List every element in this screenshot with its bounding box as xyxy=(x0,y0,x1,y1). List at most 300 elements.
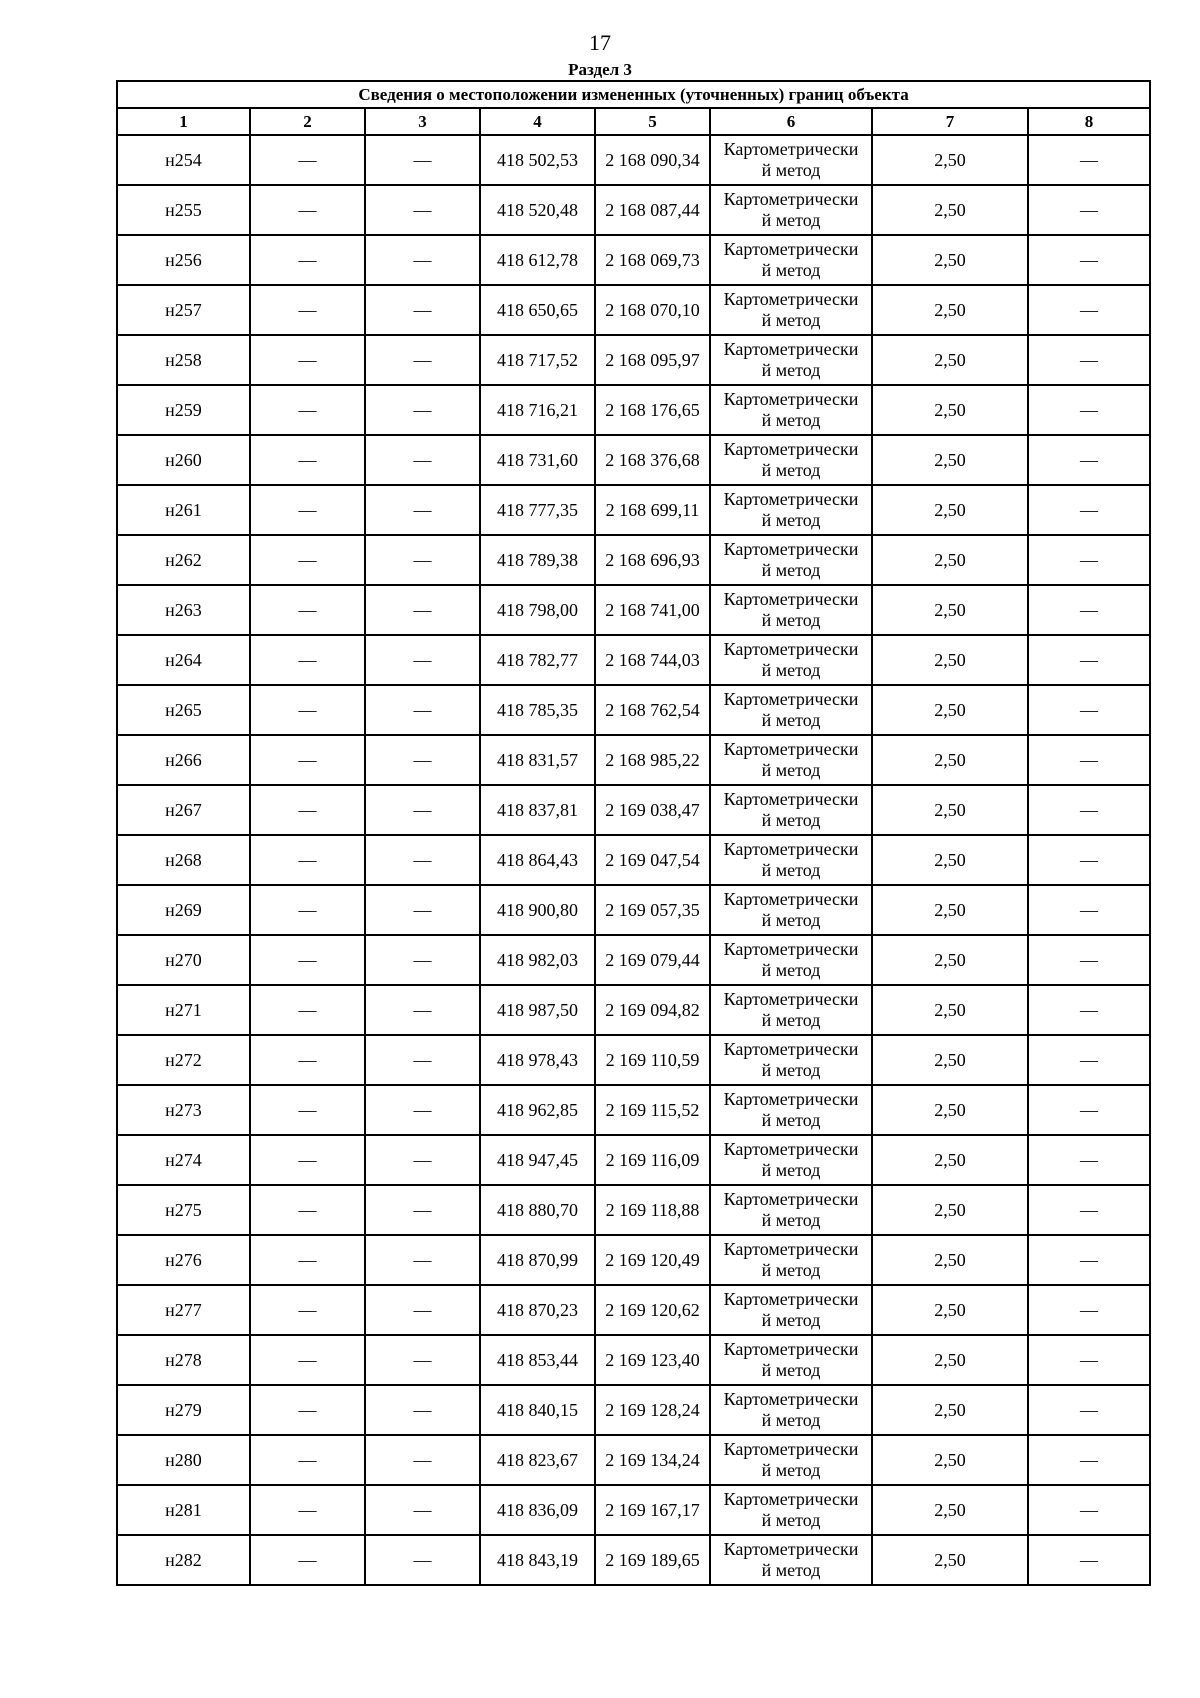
column-2-cell: — xyxy=(250,835,365,885)
table-body xyxy=(117,135,1150,1585)
y-coordinate-cell: 2 169 110,59 xyxy=(595,1035,710,1085)
column-number-6: 6 xyxy=(710,108,872,135)
column-8-cell: — xyxy=(1028,1235,1150,1285)
column-number-5: 5 xyxy=(595,108,710,135)
method-line-1: Картометрически xyxy=(723,339,859,359)
method-line-2: й метод xyxy=(761,1360,821,1380)
column-8-cell: — xyxy=(1028,635,1150,685)
method-cell xyxy=(710,1185,872,1235)
accuracy-cell: 2,50 xyxy=(872,285,1028,335)
accuracy-cell: 2,50 xyxy=(872,1435,1028,1485)
column-2-cell: — xyxy=(250,1085,365,1135)
method-line-1: Картометрически xyxy=(723,1489,859,1509)
x-coordinate-cell: 418 782,77 xyxy=(480,635,595,685)
point-name-cell: н264 xyxy=(117,635,250,685)
column-2-cell: — xyxy=(250,1035,365,1085)
point-name-cell: н263 xyxy=(117,585,250,635)
column-2-cell: — xyxy=(250,785,365,835)
column-8-cell: — xyxy=(1028,735,1150,785)
y-coordinate-cell: 2 169 120,62 xyxy=(595,1285,710,1335)
y-coordinate-cell: 2 168 744,03 xyxy=(595,635,710,685)
column-3-cell: — xyxy=(365,1435,480,1485)
column-2-cell: — xyxy=(250,1185,365,1235)
column-8-cell: — xyxy=(1028,1435,1150,1485)
point-name-cell: н257 xyxy=(117,285,250,335)
column-8-cell: — xyxy=(1028,1385,1150,1435)
column-3-cell: — xyxy=(365,235,480,285)
column-3-cell: — xyxy=(365,385,480,435)
method-line-1: Картометрически xyxy=(723,1039,859,1059)
column-2-cell: — xyxy=(250,235,365,285)
method-line-1: Картометрически xyxy=(723,839,859,859)
column-8-cell: — xyxy=(1028,335,1150,385)
y-coordinate-cell: 2 168 095,97 xyxy=(595,335,710,385)
column-8-cell: — xyxy=(1028,585,1150,635)
method-cell xyxy=(710,785,872,835)
method-line-1: Картометрически xyxy=(723,1139,859,1159)
accuracy-cell: 2,50 xyxy=(872,1185,1028,1235)
column-number-4: 4 xyxy=(480,108,595,135)
table-row xyxy=(117,135,1150,185)
table-row xyxy=(117,1035,1150,1085)
y-coordinate-cell: 2 168 070,10 xyxy=(595,285,710,335)
y-coordinate-cell: 2 169 094,82 xyxy=(595,985,710,1035)
column-8-cell: — xyxy=(1028,135,1150,185)
column-3-cell: — xyxy=(365,1035,480,1085)
column-3-cell: — xyxy=(365,285,480,335)
column-2-cell: — xyxy=(250,485,365,535)
method-line-1: Картометрически xyxy=(723,639,859,659)
y-coordinate-cell: 2 168 741,00 xyxy=(595,585,710,635)
column-3-cell: — xyxy=(365,1235,480,1285)
column-8-cell: — xyxy=(1028,485,1150,535)
x-coordinate-cell: 418 947,45 xyxy=(480,1135,595,1185)
column-3-cell: — xyxy=(365,985,480,1035)
column-2-cell: — xyxy=(250,185,365,235)
column-2-cell: — xyxy=(250,1235,365,1285)
accuracy-cell: 2,50 xyxy=(872,1285,1028,1335)
x-coordinate-cell: 418 870,23 xyxy=(480,1285,595,1335)
table-row xyxy=(117,735,1150,785)
point-name-cell: н273 xyxy=(117,1085,250,1135)
column-2-cell: — xyxy=(250,985,365,1035)
point-name-cell: н274 xyxy=(117,1135,250,1185)
method-line-1: Картометрически xyxy=(723,1439,859,1459)
method-cell xyxy=(710,135,872,185)
point-name-cell: н272 xyxy=(117,1035,250,1085)
accuracy-cell: 2,50 xyxy=(872,1385,1028,1435)
table-row xyxy=(117,335,1150,385)
method-line-1: Картометрически xyxy=(723,789,859,809)
column-2-cell: — xyxy=(250,335,365,385)
table-row xyxy=(117,385,1150,435)
table-row xyxy=(117,1135,1150,1185)
column-8-cell: — xyxy=(1028,935,1150,985)
x-coordinate-cell: 418 982,03 xyxy=(480,935,595,985)
accuracy-cell: 2,50 xyxy=(872,885,1028,935)
column-3-cell: — xyxy=(365,135,480,185)
method-cell xyxy=(710,185,872,235)
x-coordinate-cell: 418 870,99 xyxy=(480,1235,595,1285)
x-coordinate-cell: 418 864,43 xyxy=(480,835,595,885)
method-line-2: й метод xyxy=(761,910,821,930)
point-name-cell: н275 xyxy=(117,1185,250,1235)
method-line-1: Картометрически xyxy=(723,289,859,309)
accuracy-cell: 2,50 xyxy=(872,135,1028,185)
point-name-cell: н281 xyxy=(117,1485,250,1535)
method-line-2: й метод xyxy=(761,1410,821,1430)
table-row xyxy=(117,185,1150,235)
table-row xyxy=(117,1435,1150,1485)
method-cell xyxy=(710,1235,872,1285)
column-2-cell: — xyxy=(250,385,365,435)
point-name-cell: н259 xyxy=(117,385,250,435)
table-row xyxy=(117,935,1150,985)
column-8-cell: — xyxy=(1028,1485,1150,1535)
column-2-cell: — xyxy=(250,535,365,585)
method-line-2: й метод xyxy=(761,1260,821,1280)
column-3-cell: — xyxy=(365,1135,480,1185)
y-coordinate-cell: 2 169 038,47 xyxy=(595,785,710,835)
column-3-cell: — xyxy=(365,585,480,635)
accuracy-cell: 2,50 xyxy=(872,1335,1028,1385)
method-line-2: й метод xyxy=(761,410,821,430)
table-row xyxy=(117,985,1150,1035)
column-number-2: 2 xyxy=(250,108,365,135)
method-cell xyxy=(710,1285,872,1335)
x-coordinate-cell: 418 880,70 xyxy=(480,1185,595,1235)
y-coordinate-cell: 2 168 087,44 xyxy=(595,185,710,235)
column-2-cell: — xyxy=(250,935,365,985)
point-name-cell: н254 xyxy=(117,135,250,185)
method-line-1: Картометрически xyxy=(723,1239,859,1259)
method-cell xyxy=(710,335,872,385)
method-line-1: Картометрически xyxy=(723,739,859,759)
point-name-cell: н276 xyxy=(117,1235,250,1285)
column-2-cell: — xyxy=(250,1385,365,1435)
point-name-cell: н267 xyxy=(117,785,250,835)
point-name-cell: н271 xyxy=(117,985,250,1035)
x-coordinate-cell: 418 785,35 xyxy=(480,685,595,735)
y-coordinate-cell: 2 168 176,65 xyxy=(595,385,710,435)
method-cell xyxy=(710,1435,872,1485)
point-name-cell: н268 xyxy=(117,835,250,885)
accuracy-cell: 2,50 xyxy=(872,985,1028,1035)
x-coordinate-cell: 418 978,43 xyxy=(480,1035,595,1085)
table-row xyxy=(117,635,1150,685)
y-coordinate-cell: 2 168 696,93 xyxy=(595,535,710,585)
x-coordinate-cell: 418 831,57 xyxy=(480,735,595,785)
column-2-cell: — xyxy=(250,1535,365,1585)
column-8-cell: — xyxy=(1028,535,1150,585)
method-line-1: Картометрически xyxy=(723,1089,859,1109)
method-cell xyxy=(710,835,872,885)
point-name-cell: н278 xyxy=(117,1335,250,1385)
accuracy-cell: 2,50 xyxy=(872,335,1028,385)
section-title: Раздел 3 xyxy=(568,60,632,79)
column-2-cell: — xyxy=(250,685,365,735)
x-coordinate-cell: 418 853,44 xyxy=(480,1335,595,1385)
column-number-1: 1 xyxy=(117,108,250,135)
method-line-2: й метод xyxy=(761,1560,821,1580)
x-coordinate-cell: 418 987,50 xyxy=(480,985,595,1035)
table-row xyxy=(117,235,1150,285)
accuracy-cell: 2,50 xyxy=(872,735,1028,785)
column-number-8: 8 xyxy=(1028,108,1150,135)
point-name-cell: н270 xyxy=(117,935,250,985)
column-3-cell: — xyxy=(365,1185,480,1235)
method-line-1: Картометрически xyxy=(723,389,859,409)
y-coordinate-cell: 2 168 069,73 xyxy=(595,235,710,285)
column-8-cell: — xyxy=(1028,1135,1150,1185)
x-coordinate-cell: 418 823,67 xyxy=(480,1435,595,1485)
method-line-2: й метод xyxy=(761,1060,821,1080)
method-line-2: й метод xyxy=(761,510,821,530)
x-coordinate-cell: 418 777,35 xyxy=(480,485,595,535)
method-line-2: й метод xyxy=(761,210,821,230)
method-line-2: й метод xyxy=(761,860,821,880)
column-8-cell: — xyxy=(1028,1035,1150,1085)
table-row xyxy=(117,835,1150,885)
table-row xyxy=(117,1485,1150,1535)
column-2-cell: — xyxy=(250,1285,365,1335)
column-8-cell: — xyxy=(1028,285,1150,335)
x-coordinate-cell: 418 520,48 xyxy=(480,185,595,235)
method-cell xyxy=(710,1335,872,1385)
column-2-cell: — xyxy=(250,585,365,635)
table-row xyxy=(117,1385,1150,1435)
method-line-2: й метод xyxy=(761,1510,821,1530)
point-name-cell: н258 xyxy=(117,335,250,385)
x-coordinate-cell: 418 731,60 xyxy=(480,435,595,485)
point-name-cell: н256 xyxy=(117,235,250,285)
column-number-3: 3 xyxy=(365,108,480,135)
column-2-cell: — xyxy=(250,435,365,485)
column-3-cell: — xyxy=(365,635,480,685)
accuracy-cell: 2,50 xyxy=(872,435,1028,485)
column-2-cell: — xyxy=(250,885,365,935)
y-coordinate-cell: 2 169 079,44 xyxy=(595,935,710,985)
column-3-cell: — xyxy=(365,1385,480,1435)
accuracy-cell: 2,50 xyxy=(872,535,1028,585)
method-line-1: Картометрически xyxy=(723,589,859,609)
y-coordinate-cell: 2 169 047,54 xyxy=(595,835,710,885)
method-line-1: Картометрически xyxy=(723,239,859,259)
column-number-7: 7 xyxy=(872,108,1028,135)
point-name-cell: н269 xyxy=(117,885,250,935)
table-row xyxy=(117,1335,1150,1385)
accuracy-cell: 2,50 xyxy=(872,1235,1028,1285)
column-8-cell: — xyxy=(1028,1535,1150,1585)
method-line-1: Картометрически xyxy=(723,989,859,1009)
method-line-2: й метод xyxy=(761,610,821,630)
method-line-1: Картометрически xyxy=(723,1389,859,1409)
method-cell xyxy=(710,685,872,735)
method-line-2: й метод xyxy=(761,760,821,780)
method-line-1: Картометрически xyxy=(723,889,859,909)
y-coordinate-cell: 2 169 189,65 xyxy=(595,1535,710,1585)
column-2-cell: — xyxy=(250,285,365,335)
point-name-cell: н277 xyxy=(117,1285,250,1335)
y-coordinate-cell: 2 169 123,40 xyxy=(595,1335,710,1385)
point-name-cell: н266 xyxy=(117,735,250,785)
column-number-row xyxy=(117,108,1150,135)
x-coordinate-cell: 418 798,00 xyxy=(480,585,595,635)
point-name-cell: н261 xyxy=(117,485,250,535)
point-name-cell: н279 xyxy=(117,1385,250,1435)
y-coordinate-cell: 2 169 134,24 xyxy=(595,1435,710,1485)
y-coordinate-cell: 2 168 699,11 xyxy=(595,485,710,535)
column-8-cell: — xyxy=(1028,185,1150,235)
method-line-2: й метод xyxy=(761,260,821,280)
method-line-2: й метод xyxy=(761,960,821,980)
column-2-cell: — xyxy=(250,1485,365,1535)
method-line-1: Картометрически xyxy=(723,689,859,709)
column-3-cell: — xyxy=(365,335,480,385)
point-name-cell: н260 xyxy=(117,435,250,485)
column-3-cell: — xyxy=(365,1285,480,1335)
method-cell xyxy=(710,585,872,635)
column-8-cell: — xyxy=(1028,985,1150,1035)
accuracy-cell: 2,50 xyxy=(872,1485,1028,1535)
method-line-2: й метод xyxy=(761,360,821,380)
method-line-2: й метод xyxy=(761,660,821,680)
column-2-cell: — xyxy=(250,735,365,785)
x-coordinate-cell: 418 502,53 xyxy=(480,135,595,185)
method-cell xyxy=(710,935,872,985)
column-3-cell: — xyxy=(365,1335,480,1385)
accuracy-cell: 2,50 xyxy=(872,385,1028,435)
method-cell xyxy=(710,1535,872,1585)
method-line-1: Картометрически xyxy=(723,939,859,959)
accuracy-cell: 2,50 xyxy=(872,835,1028,885)
table-row xyxy=(117,885,1150,935)
table-row xyxy=(117,1185,1150,1235)
method-cell xyxy=(710,435,872,485)
table-row xyxy=(117,485,1150,535)
method-cell xyxy=(710,235,872,285)
accuracy-cell: 2,50 xyxy=(872,1135,1028,1185)
y-coordinate-cell: 2 169 116,09 xyxy=(595,1135,710,1185)
column-2-cell: — xyxy=(250,635,365,685)
column-8-cell: — xyxy=(1028,235,1150,285)
method-line-1: Картометрически xyxy=(723,1289,859,1309)
column-3-cell: — xyxy=(365,435,480,485)
point-name-cell: н262 xyxy=(117,535,250,585)
method-line-1: Картометрически xyxy=(723,439,859,459)
x-coordinate-cell: 418 612,78 xyxy=(480,235,595,285)
method-cell xyxy=(710,285,872,335)
method-cell xyxy=(710,1035,872,1085)
method-line-1: Картометрически xyxy=(723,1339,859,1359)
x-coordinate-cell: 418 650,65 xyxy=(480,285,595,335)
table-title: Сведения о местоположении измененных (уточненных) границ объекта xyxy=(117,81,1150,108)
column-8-cell: — xyxy=(1028,385,1150,435)
table-row xyxy=(117,1235,1150,1285)
method-line-1: Картометрически xyxy=(723,489,859,509)
method-cell xyxy=(710,385,872,435)
method-line-2: й метод xyxy=(761,1460,821,1480)
method-line-1: Картометрически xyxy=(723,539,859,559)
method-cell xyxy=(710,1485,872,1535)
table-row xyxy=(117,435,1150,485)
y-coordinate-cell: 2 168 762,54 xyxy=(595,685,710,735)
method-cell xyxy=(710,1085,872,1135)
column-8-cell: — xyxy=(1028,435,1150,485)
accuracy-cell: 2,50 xyxy=(872,635,1028,685)
x-coordinate-cell: 418 900,80 xyxy=(480,885,595,935)
method-cell xyxy=(710,635,872,685)
column-2-cell: — xyxy=(250,1435,365,1485)
method-line-2: й метод xyxy=(761,310,821,330)
method-line-2: й метод xyxy=(761,710,821,730)
point-name-cell: н282 xyxy=(117,1535,250,1585)
x-coordinate-cell: 418 843,19 xyxy=(480,1535,595,1585)
column-3-cell: — xyxy=(365,1485,480,1535)
method-line-1: Картометрически xyxy=(723,139,859,159)
method-line-1: Картометрически xyxy=(723,189,859,209)
accuracy-cell: 2,50 xyxy=(872,1035,1028,1085)
y-coordinate-cell: 2 168 376,68 xyxy=(595,435,710,485)
column-8-cell: — xyxy=(1028,785,1150,835)
column-3-cell: — xyxy=(365,485,480,535)
column-2-cell: — xyxy=(250,135,365,185)
table-row xyxy=(117,285,1150,335)
y-coordinate-cell: 2 169 128,24 xyxy=(595,1385,710,1435)
column-3-cell: — xyxy=(365,1535,480,1585)
method-line-1: Картометрически xyxy=(723,1189,859,1209)
method-cell xyxy=(710,885,872,935)
y-coordinate-cell: 2 169 120,49 xyxy=(595,1235,710,1285)
method-line-2: й метод xyxy=(761,1110,821,1130)
column-8-cell: — xyxy=(1028,1285,1150,1335)
y-coordinate-cell: 2 168 090,34 xyxy=(595,135,710,185)
table-row xyxy=(117,1285,1150,1335)
method-cell xyxy=(710,985,872,1035)
method-cell xyxy=(710,485,872,535)
method-cell xyxy=(710,535,872,585)
column-3-cell: — xyxy=(365,735,480,785)
column-2-cell: — xyxy=(250,1335,365,1385)
method-line-1: Картометрически xyxy=(723,1539,859,1559)
table-row xyxy=(117,685,1150,735)
point-name-cell: н255 xyxy=(117,185,250,235)
column-3-cell: — xyxy=(365,785,480,835)
column-3-cell: — xyxy=(365,1085,480,1135)
y-coordinate-cell: 2 169 118,88 xyxy=(595,1185,710,1235)
y-coordinate-cell: 2 168 985,22 xyxy=(595,735,710,785)
accuracy-cell: 2,50 xyxy=(872,935,1028,985)
table-row xyxy=(117,1535,1150,1585)
accuracy-cell: 2,50 xyxy=(872,685,1028,735)
column-8-cell: — xyxy=(1028,835,1150,885)
column-3-cell: — xyxy=(365,685,480,735)
column-2-cell: — xyxy=(250,1135,365,1185)
method-line-2: й метод xyxy=(761,1160,821,1180)
column-3-cell: — xyxy=(365,885,480,935)
method-line-2: й метод xyxy=(761,810,821,830)
accuracy-cell: 2,50 xyxy=(872,1085,1028,1135)
table-row xyxy=(117,585,1150,635)
method-cell xyxy=(710,1385,872,1435)
accuracy-cell: 2,50 xyxy=(872,235,1028,285)
accuracy-cell: 2,50 xyxy=(872,785,1028,835)
column-8-cell: — xyxy=(1028,685,1150,735)
y-coordinate-cell: 2 169 057,35 xyxy=(595,885,710,935)
point-name-cell: н265 xyxy=(117,685,250,735)
method-line-2: й метод xyxy=(761,560,821,580)
accuracy-cell: 2,50 xyxy=(872,585,1028,635)
